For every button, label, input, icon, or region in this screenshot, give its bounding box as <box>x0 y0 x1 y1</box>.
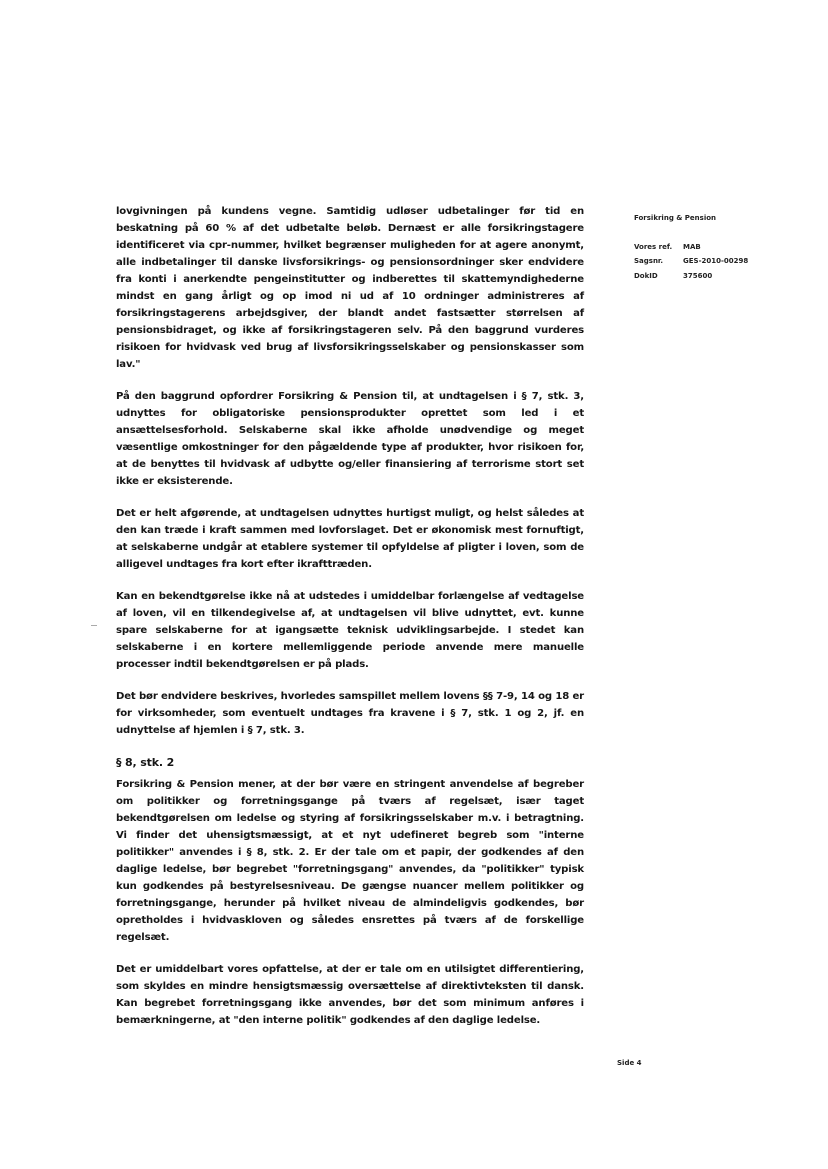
case-number-row <box>634 254 784 269</box>
margin-mark <box>91 625 97 626</box>
paragraph-interplay: Det bør endvidere beskrives, hvorledes samspillet mellem lovens §§ 7-9, 14 og 18 er for virksomheder, som eventuelt undtages fra kravene i § 7, stk. 1 og 2, jf. en udnyttelse af hjemlen i § 7, stk. 3. <box>116 691 584 736</box>
organization-name: Forsikring & Pension <box>634 214 717 222</box>
paragraph-executive-order: Kan en bekendtgørelse ikke nå at udstedes i umiddelbar forlængelse af vedtagelse af loven, vil en tilkendegivelse af, at undtagelsen vil blive udnyttet, evt. kunne spare selskaberne for at igangsætte teknisk udviklingsarbejde. I stedet kan selskaberne i en kortere mellemliggende periode anvende mere manuelle processer indtil bekendtgørelsen er på plads. <box>116 591 584 670</box>
paragraph-timing: Det er helt afgørende, at undtagelsen udnyttes hurtigst muligt, og helst således at den kan træde i kraft sammen med lovforslaget. Det er økonomisk mest fornuftigt, at selskaberne undgår at etablere systemer til opfyldelse af pligter i loven, som de alligevel undtages fra kort efter ikrafttræden. <box>116 508 584 570</box>
letter-body <box>116 203 584 1044</box>
paragraph-translation: Det er umiddelbart vores opfattelse, at der er tale om en utilsigtet differentiering, som skyldes en mindre hensigtsmæssig oversættelse af direktivteksten til dansk. Kan begrebet forretningsgang ikke anvendes, bør det som minimum anføres i bemærkningerne, at "den interne politik" godkendes af den daglige ledelse. <box>116 964 584 1026</box>
page-number: Side 4 <box>617 1059 642 1067</box>
ref-row <box>634 240 784 255</box>
case-number-value: GES-2010-00298 <box>683 257 749 265</box>
letterhead-sidebar <box>634 211 784 283</box>
paragraph-exemption-request: På den baggrund opfordrer Forsikring & Pension til, at undtagelsen i § 7, stk. 3, udnyttes for obligatoriske pensionsprodukter oprettet som led i et ansættelsesforhold. Selskaberne skal ikke afholde unødvendige og meget væsentlige omkostninger for den pågældende type af produkter, hvor risikoen for, at de benyttes til hvidvask af udbytte og/eller finansiering af terrorisme stort set ikke er eksisterende. <box>116 391 584 487</box>
doc-id-label: DokID <box>634 271 658 280</box>
section-heading: § 8, stk. 2 <box>116 756 175 769</box>
paragraph-policies: Forsikring & Pension mener, at der bør være en stringent anvendelse af begreber om politikker og forretningsgange på tværs af regelsæt, især taget bekendtgørelsen om ledelse og styring af forsikringsselskaber m.v. i betragtning. Vi finder det uhensigtsmæssigt, at et nyt udefineret begreb som "interne politikker" anvendes i § 8, stk. 2. Er der tale om et papir, der godkendes af den daglige ledelse, bør begrebet "forretningsgang" anvendes, da "politikker" typisk kun godkendes på bestyrelsesniveau. De gængse nuancer mellem politikker og forretningsgange, herunder på hvilket niveau de almindeligvis godkendes, bør opretholdes i hvidvaskloven og således ensrettes på tværs af de forskellige regelsæt. <box>116 779 584 943</box>
doc-id-value: 375600 <box>683 271 713 280</box>
paragraph-continuation: lovgivningen på kundens vegne. Samtidig udløser udbetalinger før tid en beskatning på 60 % af det udbetalte beløb. Dernæst er alle forsikringstagere identificeret via cpr-nummer, hvilket begrænser muligheden for at agere anonymt, alle indbetalinger til danske livsforsikrings- og pensionsordninger sker endvidere fra konti i anerkendte pengeinstitutter og indberettes til skattemyndighederne mindst en gang årligt og op imod ni ud af 10 ordninger administreres af forsikringstagerens arbejdsgiver, der blandt andet fastsætter størrelsen af pensionsbidraget, og ikke af forsikringstageren selv. På den baggrund vurderes risikoen for hvidvask ved brug af livsforsikringsselskaber og pensionskasser som lav." <box>116 206 584 370</box>
ref-label: Vores ref. <box>634 242 673 251</box>
doc-id-row <box>634 269 784 284</box>
ref-value: MAB <box>683 242 701 251</box>
case-number-label: Sagsnr. <box>634 257 664 265</box>
